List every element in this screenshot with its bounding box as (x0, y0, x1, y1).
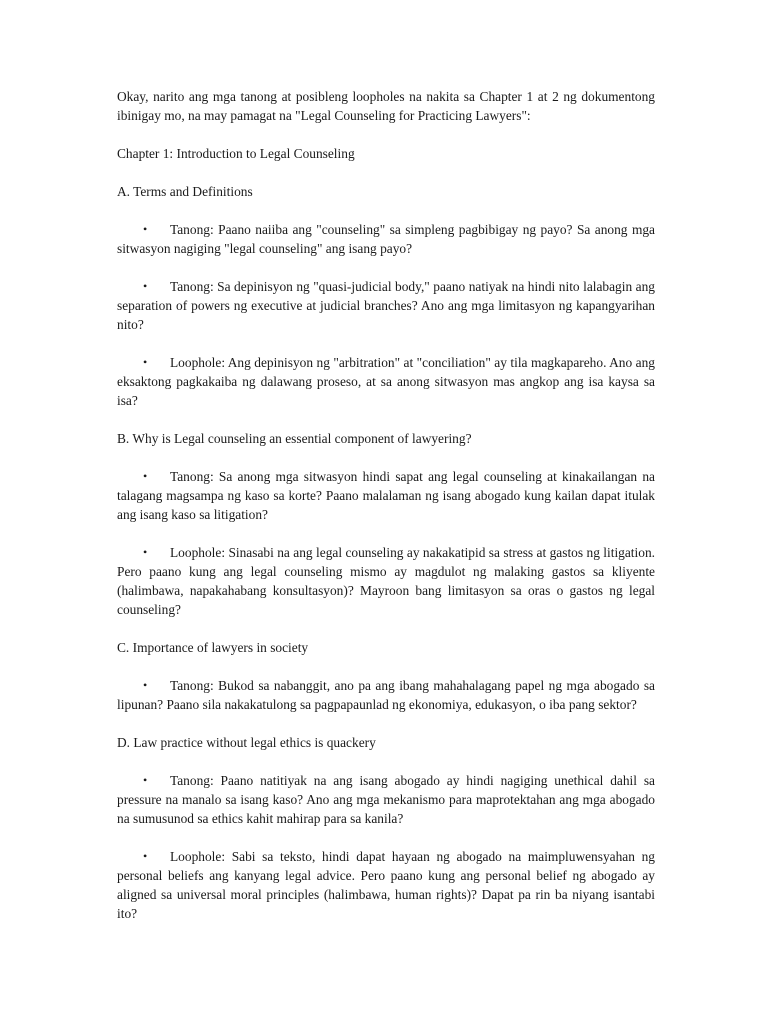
list-item (117, 676, 655, 714)
section-heading: A. Terms and Definitions (117, 184, 253, 199)
section-b (117, 429, 655, 619)
list-item (117, 277, 655, 334)
section-a (117, 182, 655, 410)
document-page (117, 87, 655, 942)
bullet-list (117, 676, 655, 714)
list-item-text: Tanong: Paano natitiyak na ang isang abogado ay hindi nagiging unethical dahil sa pressure na manalo sa isang kaso? Ano ang mga mekanismo para maprotektahan ang mga abogado na sumusunod sa ethics kahit mahirap para sa kanila? (117, 773, 655, 826)
list-item-text: Tanong: Bukod sa nabanggit, ano pa ang ibang mahahalagang papel ng mga abogado sa lipunan? Paano sila nakakatulong sa pagpapaunlad ng ekonomiya, edukasyon, o iba pang sektor? (117, 678, 655, 712)
list-item (117, 847, 655, 923)
section-c (117, 638, 655, 714)
list-item (117, 543, 655, 619)
bullet-list (117, 220, 655, 410)
list-item-text: Tanong: Sa anong mga sitwasyon hindi sapat ang legal counseling at kinakailangan na talagang magsampa ng kaso sa korte? Paano malalaman ng isang abogado kung kailan dapat itulak ang isang kaso sa litigation? (117, 469, 655, 522)
list-item-text: Loophole: Ang depinisyon ng "arbitration" at "conciliation" ay tila magkapareho. Ano ang eksaktong pagkakaiba ng dalawang proseso, at sa anong sitwasyon mas angkop ang isa kaysa sa isa? (117, 355, 655, 408)
list-item-text: Tanong: Paano naiiba ang "counseling" sa simpleng pagbibigay ng payo? Sa anong mga sitwasyon nagiging "legal counseling" ang isang payo? (117, 222, 655, 256)
intro-paragraph: Okay, narito ang mga tanong at posibleng loopholes na nakita sa Chapter 1 at 2 ng dokumentong ibinigay mo, na may pamagat na "Legal Counseling for Practicing Lawyers": (117, 89, 655, 123)
section-heading: B. Why is Legal counseling an essential component of lawyering? (117, 431, 472, 446)
bullet-icon: • (143, 678, 148, 692)
bullet-list (117, 771, 655, 923)
bullet-icon: • (143, 545, 148, 559)
bullet-icon: • (143, 849, 148, 863)
list-item (117, 771, 655, 828)
list-item (117, 353, 655, 410)
list-item-text: Tanong: Sa depinisyon ng "quasi-judicial body," paano natiyak na hindi nito lalabagin ang separation of powers ng executive at judicial branches? Ano ang mga limitasyon ng kapangyarihan nito? (117, 279, 655, 332)
bullet-icon: • (143, 222, 148, 236)
section-d (117, 733, 655, 923)
bullet-icon: • (143, 279, 148, 293)
section-heading: C. Importance of lawyers in society (117, 640, 309, 655)
section-heading: D. Law practice without legal ethics is quackery (117, 735, 376, 750)
list-item (117, 467, 655, 524)
list-item-text: Loophole: Sabi sa teksto, hindi dapat hayaan ng abogado na maimpluwensyahan ng personal beliefs ang kanyang legal advice. Pero paano kung ang personal belief ng abogado ay aligned sa universal moral principles (halimbawa, human rights)? Dapat pa rin ba niyang isantabi ito? (117, 849, 655, 921)
bullet-icon: • (143, 469, 148, 483)
bullet-icon: • (143, 773, 148, 787)
bullet-icon: • (143, 355, 148, 369)
list-item-text: Loophole: Sinasabi na ang legal counseling ay nakakatipid sa stress at gastos ng litigation. Pero paano kung ang legal counseling mismo ay magdulot ng malaking gastos sa kliyente (halimbawa, napakahabang konsultasyon)? Mayroon bang limitasyon sa oras o gastos ng legal counseling? (117, 545, 655, 617)
list-item (117, 220, 655, 258)
chapter-title: Chapter 1: Introduction to Legal Counseling (117, 146, 355, 161)
bullet-list (117, 467, 655, 619)
